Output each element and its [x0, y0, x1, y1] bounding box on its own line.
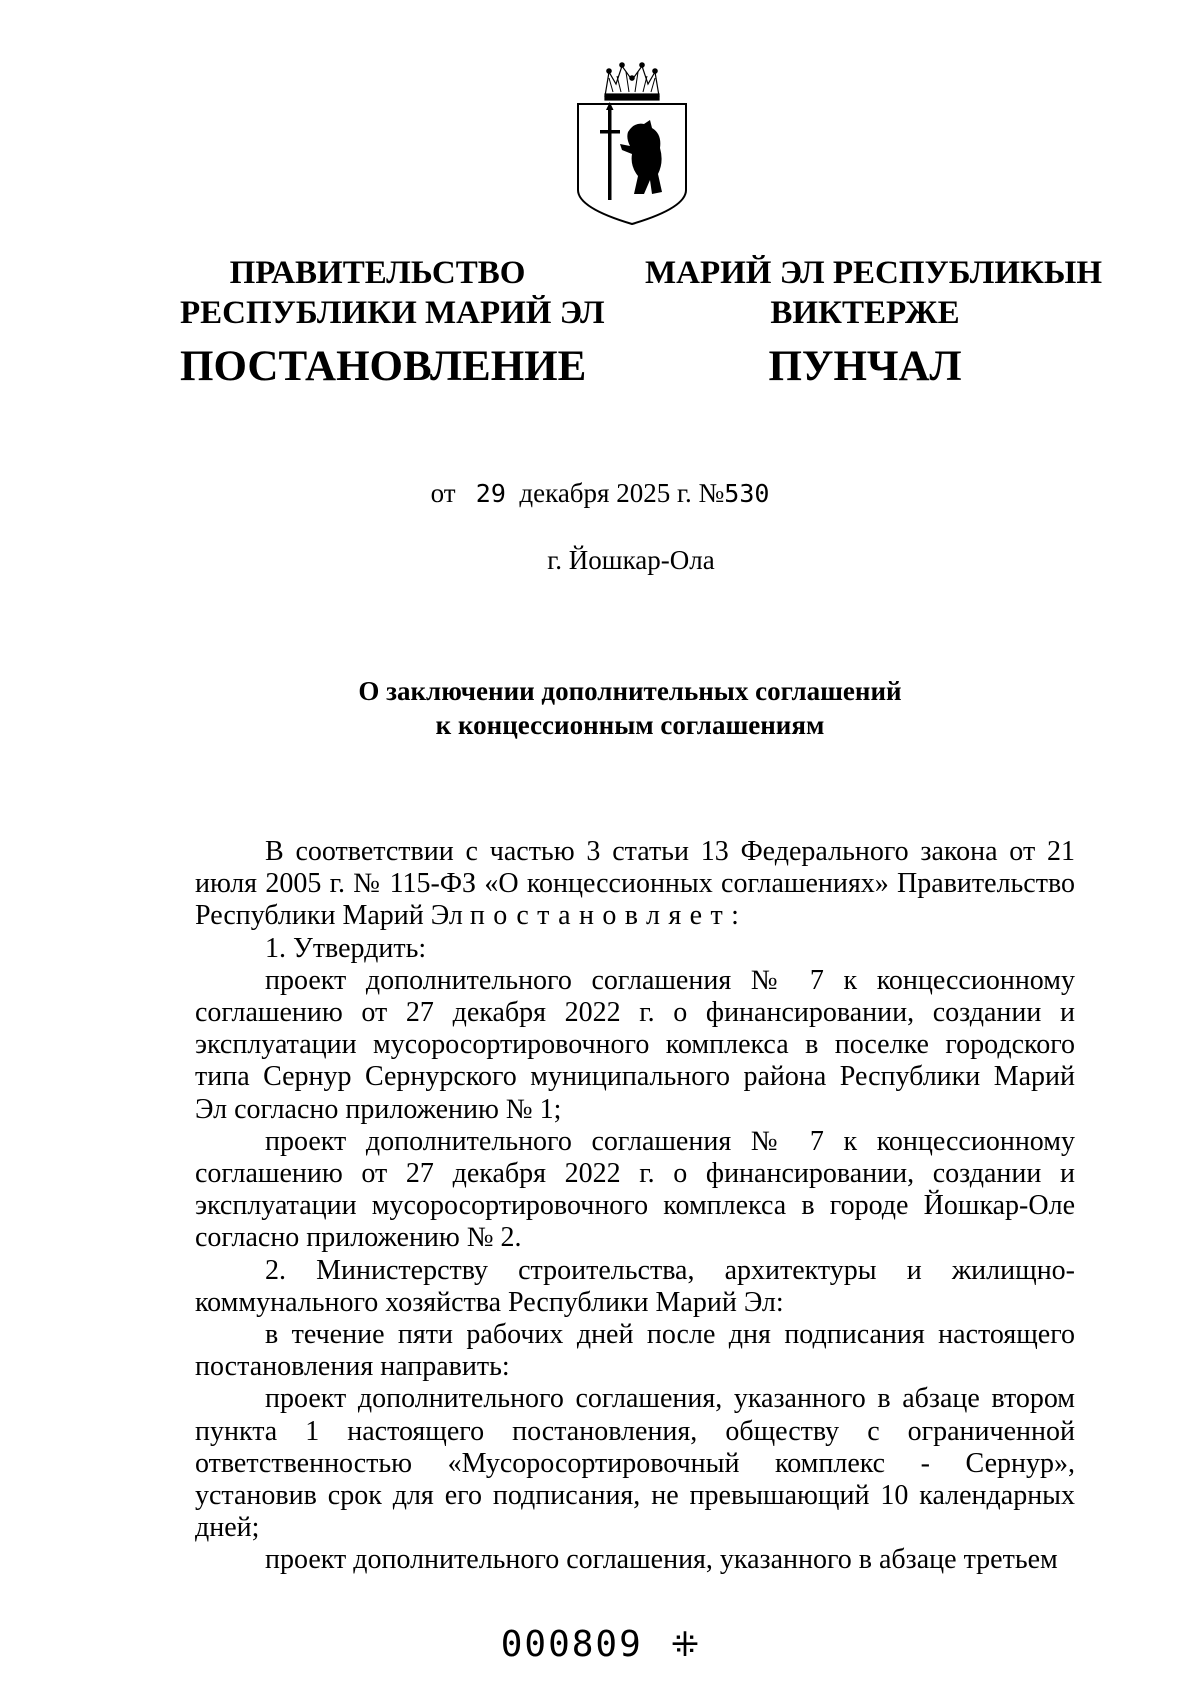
date-day: 29 — [475, 479, 506, 508]
number-label: № — [698, 478, 725, 508]
crown-icon — [605, 63, 659, 100]
header-right-block — [645, 253, 1103, 397]
header-right-line1: МАРИЙ ЭЛ РЕСПУБЛИКЫН — [645, 255, 1103, 291]
header-left-block — [180, 253, 605, 397]
header-left-line2: РЕСПУБЛИКИ МАРИЙ ЭЛ — [180, 295, 605, 331]
paragraph-1: 1. Утвердить: — [265, 932, 427, 964]
date-month-year: декабря 2025 г. — [519, 478, 692, 508]
paragraph-7: проект дополнительного соглашения, указанного в абзаце третьем — [265, 1544, 1058, 1576]
preamble-paragraph — [195, 836, 1075, 933]
header-right-line2: ВИКТЕРЖЕ — [770, 295, 960, 331]
security-mark-icon: ⁜ — [670, 1625, 700, 1665]
document-body — [195, 836, 1075, 1577]
paragraph-6: проект дополнительного соглашения, указанного в абзаце втором пункта 1 настоящего постановления, обществу с ограниченной ответственностью «Мусоросортировочный комплекс - Сернур», установив срок для его подписания, не превышающий 10 календарных дней; — [195, 1383, 1075, 1544]
paragraph-3: проект дополнительного соглашения № 7 к концессионному соглашению от 27 декабря 2022 г. о финансировании, создании и эксплуатации мусоросортировочного комплекса в городе Йошкар-Оле согласно приложению № 2. — [195, 1125, 1075, 1254]
paragraph-2: проект дополнительного соглашения № 7 к концессионному соглашению от 27 декабря 2022 г. о финансировании, создании и эксплуатации мусоросортировочного комплекса в поселке городского типа Сернур Сернурского муниципального района Республики Марий Эл согласно приложению № 1; — [195, 964, 1075, 1125]
city-line: г. Йошкар-Ола — [547, 545, 715, 575]
date-line — [0, 478, 1200, 509]
paragraph-5: в течение пяти рабочих дней после дня подписания настоящего постановления направить: — [195, 1319, 1075, 1383]
footer — [0, 1624, 1200, 1665]
title-line1: О заключении дополнительных соглашений — [358, 676, 902, 706]
title-line2: к концессионным соглашениям — [435, 710, 825, 740]
preamble-verb: постановляет: — [469, 900, 748, 932]
document-number: 530 — [724, 479, 770, 508]
coat-of-arms-emblem — [572, 58, 692, 230]
document-title — [0, 674, 1200, 742]
header-right-doc-type: ПУНЧАЛ — [768, 343, 962, 390]
header-left-doc-type: ПОСТАНОВЛЕНИЕ — [180, 343, 587, 390]
date-prefix: от — [430, 478, 456, 508]
shield-icon — [578, 104, 686, 224]
header-left-line1: ПРАВИТЕЛЬСТВО — [229, 255, 526, 291]
serial-number: 000809 — [500, 1624, 643, 1665]
preamble-text: В соответствии с частью 3 статьи 13 Федерального закона от 21 июля 2005 г. № 115-ФЗ «О концессионных соглашениях» Правительство Республики Марий Эл — [195, 836, 1075, 932]
paragraph-4: 2. Министерству строительства, архитектуры и жилищно-коммунального хозяйства Республики Марий Эл: — [195, 1254, 1075, 1318]
